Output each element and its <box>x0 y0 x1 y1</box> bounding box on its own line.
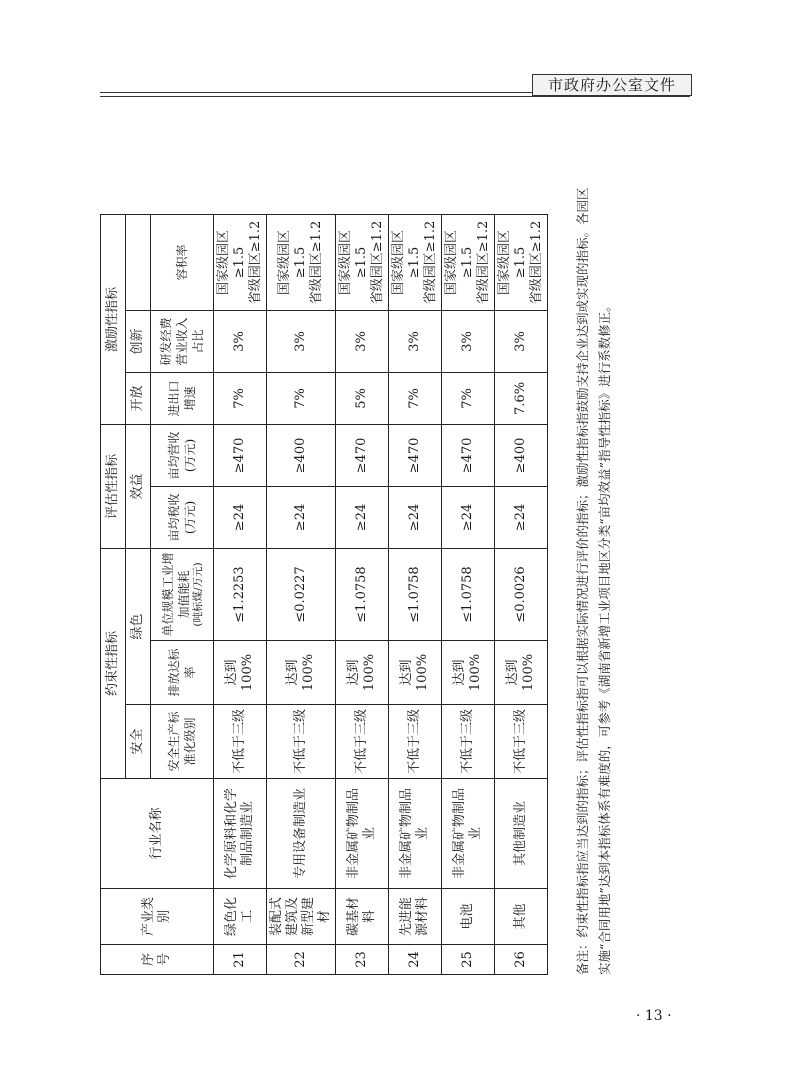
table-row <box>389 214 442 974</box>
header-energy-label: 单位规模工业增加值能耗 <box>160 552 191 637</box>
cell-revenue: ≥470 <box>389 424 442 486</box>
header-category: 产业类别 <box>101 889 214 945</box>
header-energy-consumption <box>151 548 214 640</box>
cell-export: 7% <box>214 372 267 424</box>
cell-revenue: ≥470 <box>336 424 389 486</box>
cell-revenue: ≥400 <box>267 424 336 486</box>
header-evaluative-indicators: 评估性指标 <box>101 424 126 548</box>
cell-revenue: ≥470 <box>442 424 495 486</box>
cell-far-national: 国家级园区≥1.5 <box>216 229 247 295</box>
table-row <box>267 214 336 974</box>
cell-no: 21 <box>214 945 267 975</box>
cell-emission: 达到100% <box>495 641 548 705</box>
cell-no: 26 <box>495 945 548 975</box>
header-export-growth: 进出口增速 <box>151 372 214 424</box>
cell-category: 装配式建筑及新型建材 <box>267 889 336 945</box>
header-emission-rate: 排放达标率 <box>151 641 214 705</box>
cell-far-national: 国家级园区≥1.5 <box>277 229 308 295</box>
table-notes <box>572 115 616 975</box>
cell-far <box>267 214 336 310</box>
cell-category: 其他 <box>495 889 548 945</box>
cell-export: 7% <box>267 372 336 424</box>
cell-energy: ≤1.2253 <box>214 548 267 640</box>
cell-tax: ≥24 <box>389 486 442 548</box>
cell-no: 22 <box>267 945 336 975</box>
table-row <box>336 214 389 974</box>
header-open: 开放 <box>126 372 151 424</box>
document-header-label: 市政府办公室文件 <box>532 74 692 96</box>
cell-revenue: ≥400 <box>495 424 548 486</box>
notes-line-1: 备注：约束性指标指应当达到的指标；评估性指标指可以根据实际情况进行评价的指标；激励性指标指鼓励支持企业达到或实现的指标。各园区 <box>575 187 590 975</box>
rotated-page-content <box>100 105 670 975</box>
table-row <box>214 214 267 974</box>
cell-safety: 不低于三级 <box>214 705 267 779</box>
cell-category: 碳基材料 <box>336 889 389 945</box>
cell-rd: 3% <box>336 310 389 372</box>
cell-category: 电池 <box>442 889 495 945</box>
cell-tax: ≥24 <box>214 486 267 548</box>
header-rule-bottom <box>100 96 690 97</box>
cell-industry: 专用设备制造业 <box>267 779 336 889</box>
cell-no: 24 <box>389 945 442 975</box>
cell-no: 23 <box>336 945 389 975</box>
cell-energy: ≤0.0227 <box>267 548 336 640</box>
cell-category: 先进能源材料 <box>389 889 442 945</box>
header-revenue-per-mu: 亩均营收(万元) <box>151 424 214 486</box>
header-rd-ratio: 研发经费营业收入占比 <box>151 310 214 372</box>
cell-far <box>389 214 442 310</box>
cell-far-national: 国家级园区≥1.5 <box>338 229 369 295</box>
cell-safety: 不低于三级 <box>336 705 389 779</box>
header-energy-unit: (吨标煤/万元) <box>191 562 204 627</box>
cell-revenue: ≥470 <box>214 424 267 486</box>
cell-far-provincial: 省级园区≥1.2 <box>370 220 385 305</box>
cell-tax: ≥24 <box>336 486 389 548</box>
cell-emission: 达到100% <box>267 641 336 705</box>
cell-industry: 非金属矿物制品业 <box>389 779 442 889</box>
cell-rd: 3% <box>442 310 495 372</box>
cell-far-provincial: 省级园区≥1.2 <box>423 220 438 305</box>
cell-industry: 化学原料和化学制品制造业 <box>214 779 267 889</box>
cell-safety: 不低于三级 <box>267 705 336 779</box>
cell-far-provincial: 省级园区≥1.2 <box>529 220 544 305</box>
header-far-blank <box>126 214 151 310</box>
cell-industry: 其他制造业 <box>495 779 548 889</box>
header-row-groups <box>101 214 126 974</box>
cell-energy: ≤1.0758 <box>389 548 442 640</box>
rotated-page-inner <box>100 105 670 975</box>
cell-far-national: 国家级园区≥1.5 <box>444 229 475 295</box>
header-innovation: 创新 <box>126 310 151 372</box>
cell-far-national: 国家级园区≥1.5 <box>391 229 422 295</box>
notes-line-2: 实施“合同用地”达到本指标体系有难度的，可参考《湖南省新增工业项目地区分类“亩均效益”指导性指标》进行系数修正。 <box>597 299 612 975</box>
cell-far-provincial: 省级园区≥1.2 <box>309 220 324 305</box>
table-row <box>495 214 548 974</box>
cell-rd: 3% <box>267 310 336 372</box>
cell-export: 7% <box>442 372 495 424</box>
cell-category: 绿色化工 <box>214 889 267 945</box>
cell-energy: ≤0.0026 <box>495 548 548 640</box>
cell-safety: 不低于三级 <box>389 705 442 779</box>
cell-far <box>336 214 389 310</box>
header-tax-per-mu: 亩均税收(万元) <box>151 486 214 548</box>
cell-far <box>214 214 267 310</box>
cell-far-provincial: 省级园区≥1.2 <box>248 220 263 305</box>
header-floor-area-ratio: 容积率 <box>151 214 214 310</box>
header-seq: 序号 <box>101 945 214 975</box>
cell-rd: 3% <box>495 310 548 372</box>
table-row <box>442 214 495 974</box>
indicator-table <box>100 214 548 975</box>
cell-emission: 达到100% <box>442 641 495 705</box>
page-number: · 13 · <box>636 1008 672 1024</box>
cell-emission: 达到100% <box>214 641 267 705</box>
cell-energy: ≤1.0758 <box>336 548 389 640</box>
cell-export: 5% <box>336 372 389 424</box>
cell-energy: ≤1.0758 <box>442 548 495 640</box>
cell-rd: 3% <box>214 310 267 372</box>
cell-safety: 不低于三级 <box>442 705 495 779</box>
cell-tax: ≥24 <box>267 486 336 548</box>
cell-far <box>442 214 495 310</box>
cell-industry: 非金属矿物制品业 <box>336 779 389 889</box>
cell-far-national: 国家级园区≥1.5 <box>497 229 528 295</box>
header-benefit: 效益 <box>126 424 151 548</box>
cell-safety: 不低于三级 <box>495 705 548 779</box>
cell-export: 7.6% <box>495 372 548 424</box>
cell-rd: 3% <box>389 310 442 372</box>
cell-no: 25 <box>442 945 495 975</box>
cell-emission: 达到100% <box>389 641 442 705</box>
cell-far <box>495 214 548 310</box>
header-safety-level: 安全生产标准化级别 <box>151 705 214 779</box>
cell-tax: ≥24 <box>442 486 495 548</box>
cell-tax: ≥24 <box>495 486 548 548</box>
header-binding-indicators: 约束性指标 <box>101 548 126 778</box>
header-industry: 行业名称 <box>101 779 214 889</box>
header-safety: 安全 <box>126 705 151 779</box>
cell-far-provincial: 省级园区≥1.2 <box>476 220 491 305</box>
header-green: 绿色 <box>126 548 151 704</box>
cell-emission: 达到100% <box>336 641 389 705</box>
header-incentive-indicators: 激励性指标 <box>101 214 126 424</box>
cell-industry: 非金属矿物制品业 <box>442 779 495 889</box>
cell-export: 7% <box>389 372 442 424</box>
